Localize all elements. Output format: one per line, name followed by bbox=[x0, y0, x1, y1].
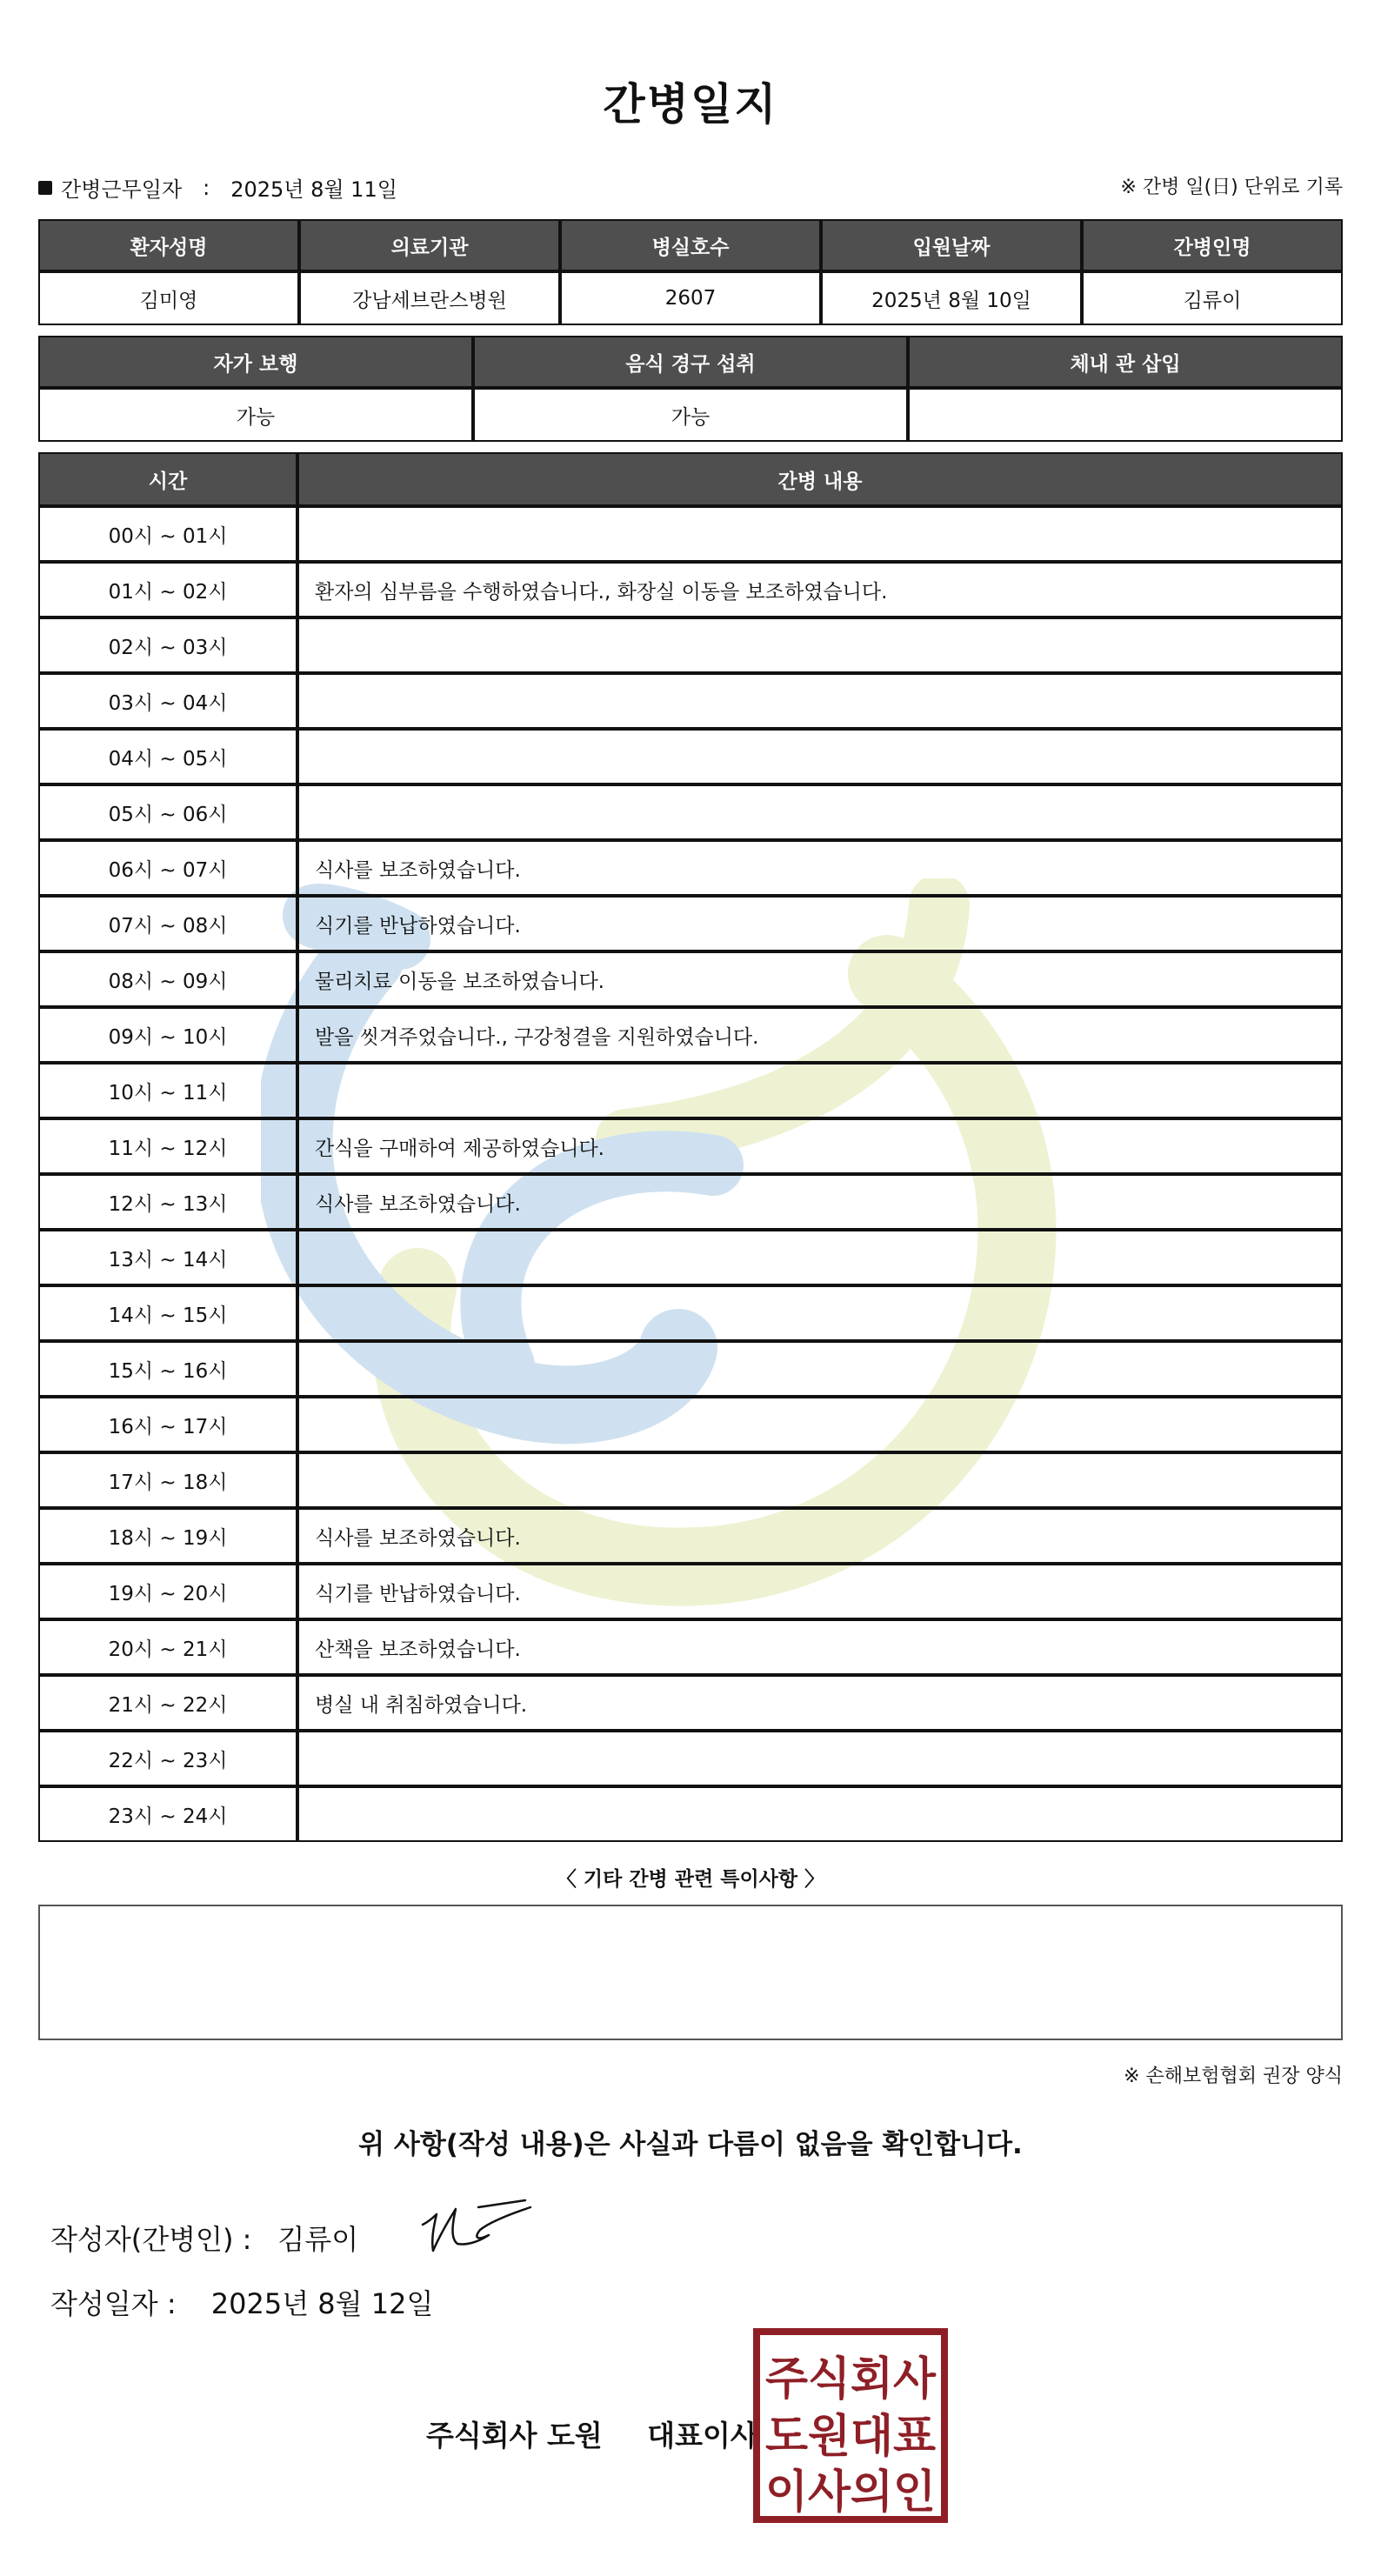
bullet-square-icon bbox=[38, 181, 52, 195]
log-row bbox=[38, 1564, 1343, 1619]
log-row bbox=[38, 1007, 1343, 1063]
writer-label: 작성자(간병인) : bbox=[50, 2223, 252, 2256]
log-content-cell bbox=[297, 784, 1343, 840]
log-content-cell: 식사를 보조하였습니다. bbox=[297, 1508, 1343, 1564]
care-log-table bbox=[38, 452, 1343, 1842]
remarks-box bbox=[38, 1905, 1343, 2040]
log-row bbox=[38, 673, 1343, 729]
log-time-cell: 10시 ~ 11시 bbox=[38, 1063, 297, 1118]
header-time: 시간 bbox=[38, 452, 297, 506]
log-row bbox=[38, 729, 1343, 784]
log-row bbox=[38, 1731, 1343, 1786]
log-content-cell bbox=[297, 1230, 1343, 1285]
log-content-cell bbox=[297, 617, 1343, 673]
log-time-cell: 02시 ~ 03시 bbox=[38, 617, 297, 673]
log-content-cell bbox=[297, 1397, 1343, 1452]
log-content-cell bbox=[297, 506, 1343, 562]
log-time-cell: 17시 ~ 18시 bbox=[38, 1452, 297, 1508]
log-time-cell: 23시 ~ 24시 bbox=[38, 1786, 297, 1842]
log-time-cell: 15시 ~ 16시 bbox=[38, 1341, 297, 1397]
log-row bbox=[38, 840, 1343, 896]
header-tube-insertion: 체내 관 삽입 bbox=[908, 336, 1343, 388]
log-row bbox=[38, 896, 1343, 951]
patient-status-table bbox=[38, 336, 1343, 442]
log-time-cell: 00시 ~ 01시 bbox=[38, 506, 297, 562]
written-date-label: 작성일자 : bbox=[50, 2287, 177, 2320]
company-representative: 대표이사 bbox=[647, 2419, 758, 2453]
header-self-walking: 자가 보행 bbox=[38, 336, 473, 388]
log-row bbox=[38, 784, 1343, 840]
log-content-cell: 간식을 구매하여 제공하였습니다. bbox=[297, 1118, 1343, 1174]
log-content-cell: 식기를 반납하였습니다. bbox=[297, 896, 1343, 951]
log-row bbox=[38, 1063, 1343, 1118]
company-seal-stamp bbox=[751, 2326, 950, 2525]
log-time-cell: 07시 ~ 08시 bbox=[38, 896, 297, 951]
caregiver-name: 김류이 bbox=[1082, 271, 1343, 325]
log-content-cell: 병실 내 취침하였습니다. bbox=[297, 1675, 1343, 1731]
header-caregiver-name: 간병인명 bbox=[1082, 219, 1343, 271]
log-time-cell: 18시 ~ 19시 bbox=[38, 1508, 297, 1564]
log-content-cell: 물리치료 이동을 보조하였습니다. bbox=[297, 951, 1343, 1007]
log-time-cell: 09시 ~ 10시 bbox=[38, 1007, 297, 1063]
header-admission-date: 입원날짜 bbox=[821, 219, 1082, 271]
log-content-cell bbox=[297, 1063, 1343, 1118]
svg-text:주식회사: 주식회사 bbox=[765, 2353, 937, 2406]
log-row bbox=[38, 1174, 1343, 1230]
log-row bbox=[38, 1118, 1343, 1174]
log-row bbox=[38, 1786, 1343, 1842]
log-row bbox=[38, 1452, 1343, 1508]
log-row bbox=[38, 506, 1343, 562]
log-content-cell: 발을 씻겨주었습니다., 구강청결을 지원하였습니다. bbox=[297, 1007, 1343, 1063]
log-content-cell bbox=[297, 1786, 1343, 1842]
handwritten-signature bbox=[417, 2190, 539, 2259]
log-content-cell bbox=[297, 1285, 1343, 1341]
log-content-cell bbox=[297, 673, 1343, 729]
admission-date: 2025년 8월 10일 bbox=[821, 271, 1082, 325]
log-time-cell: 08시 ~ 09시 bbox=[38, 951, 297, 1007]
remarks-title: 〈 기타 간병 관련 특이사항 〉 bbox=[556, 1868, 825, 1891]
log-content-cell: 식사를 보조하였습니다. bbox=[297, 840, 1343, 896]
tube-insertion-value bbox=[908, 388, 1343, 442]
log-row bbox=[38, 1230, 1343, 1285]
header-hospital: 의료기관 bbox=[299, 219, 560, 271]
log-row bbox=[38, 617, 1343, 673]
log-content-cell bbox=[297, 729, 1343, 784]
company-line bbox=[426, 2413, 758, 2454]
patient-name: 김미영 bbox=[38, 271, 299, 325]
log-time-cell: 20시 ~ 21시 bbox=[38, 1619, 297, 1675]
work-date-separator: : bbox=[203, 175, 210, 200]
log-content-cell: 식기를 반납하였습니다. bbox=[297, 1564, 1343, 1619]
written-date-line bbox=[50, 2282, 433, 2322]
room-number: 2607 bbox=[560, 271, 821, 325]
log-row bbox=[38, 1397, 1343, 1452]
log-time-cell: 12시 ~ 13시 bbox=[38, 1174, 297, 1230]
log-row bbox=[38, 1675, 1343, 1731]
work-date-value: 2025년 8월 11일 bbox=[230, 177, 397, 202]
writer-name: 김류이 bbox=[277, 2223, 359, 2256]
log-row bbox=[38, 1619, 1343, 1675]
log-row bbox=[38, 1341, 1343, 1397]
svg-text:이사의인: 이사의인 bbox=[765, 2466, 936, 2519]
company-name: 주식회사 도원 bbox=[426, 2419, 603, 2453]
log-time-cell: 03시 ~ 04시 bbox=[38, 673, 297, 729]
log-time-cell: 14시 ~ 15시 bbox=[38, 1285, 297, 1341]
log-row bbox=[38, 1508, 1343, 1564]
header-oral-intake: 음식 경구 섭취 bbox=[473, 336, 908, 388]
written-date-value: 2025년 8월 12일 bbox=[210, 2287, 434, 2320]
self-walking-value: 가능 bbox=[38, 388, 473, 442]
log-row bbox=[38, 951, 1343, 1007]
document-title: 간병일지 bbox=[603, 79, 778, 130]
log-time-cell: 19시 ~ 20시 bbox=[38, 1564, 297, 1619]
form-note: ※ 손해보험협회 권장 양식 bbox=[1124, 2065, 1343, 2087]
log-time-cell: 05시 ~ 06시 bbox=[38, 784, 297, 840]
confirmation-statement: 위 사항(작성 내용)은 사실과 다름이 없음을 확인합니다. bbox=[358, 2129, 1023, 2160]
log-content-cell: 산책을 보조하였습니다. bbox=[297, 1619, 1343, 1675]
svg-text:도원대표: 도원대표 bbox=[765, 2411, 936, 2463]
log-content-cell bbox=[297, 1731, 1343, 1786]
log-row bbox=[38, 1285, 1343, 1341]
log-time-cell: 22시 ~ 23시 bbox=[38, 1731, 297, 1786]
log-time-cell: 01시 ~ 02시 bbox=[38, 562, 297, 617]
log-content-cell: 환자의 심부름을 수행하였습니다., 화장실 이동을 보조하였습니다. bbox=[297, 562, 1343, 617]
header-room-number: 병실호수 bbox=[560, 219, 821, 271]
log-row bbox=[38, 562, 1343, 617]
header-patient-name: 환자성명 bbox=[38, 219, 299, 271]
header-care-content: 간병 내용 bbox=[297, 452, 1343, 506]
log-time-cell: 21시 ~ 22시 bbox=[38, 1675, 297, 1731]
log-time-cell: 13시 ~ 14시 bbox=[38, 1230, 297, 1285]
writer-line bbox=[50, 2218, 358, 2258]
record-note: ※ 간병 일(日) 단위로 기록 bbox=[1120, 177, 1343, 198]
oral-intake-value: 가능 bbox=[473, 388, 908, 442]
work-date-label: 간병근무일자 bbox=[61, 177, 183, 202]
patient-info-table bbox=[38, 219, 1343, 325]
log-content-cell bbox=[297, 1341, 1343, 1397]
log-time-cell: 06시 ~ 07시 bbox=[38, 840, 297, 896]
log-content-cell: 식사를 보조하였습니다. bbox=[297, 1174, 1343, 1230]
log-content-cell bbox=[297, 1452, 1343, 1508]
hospital-name: 강남세브란스병원 bbox=[299, 271, 560, 325]
work-date-line bbox=[38, 172, 1343, 207]
log-time-cell: 16시 ~ 17시 bbox=[38, 1397, 297, 1452]
log-time-cell: 04시 ~ 05시 bbox=[38, 729, 297, 784]
log-time-cell: 11시 ~ 12시 bbox=[38, 1118, 297, 1174]
